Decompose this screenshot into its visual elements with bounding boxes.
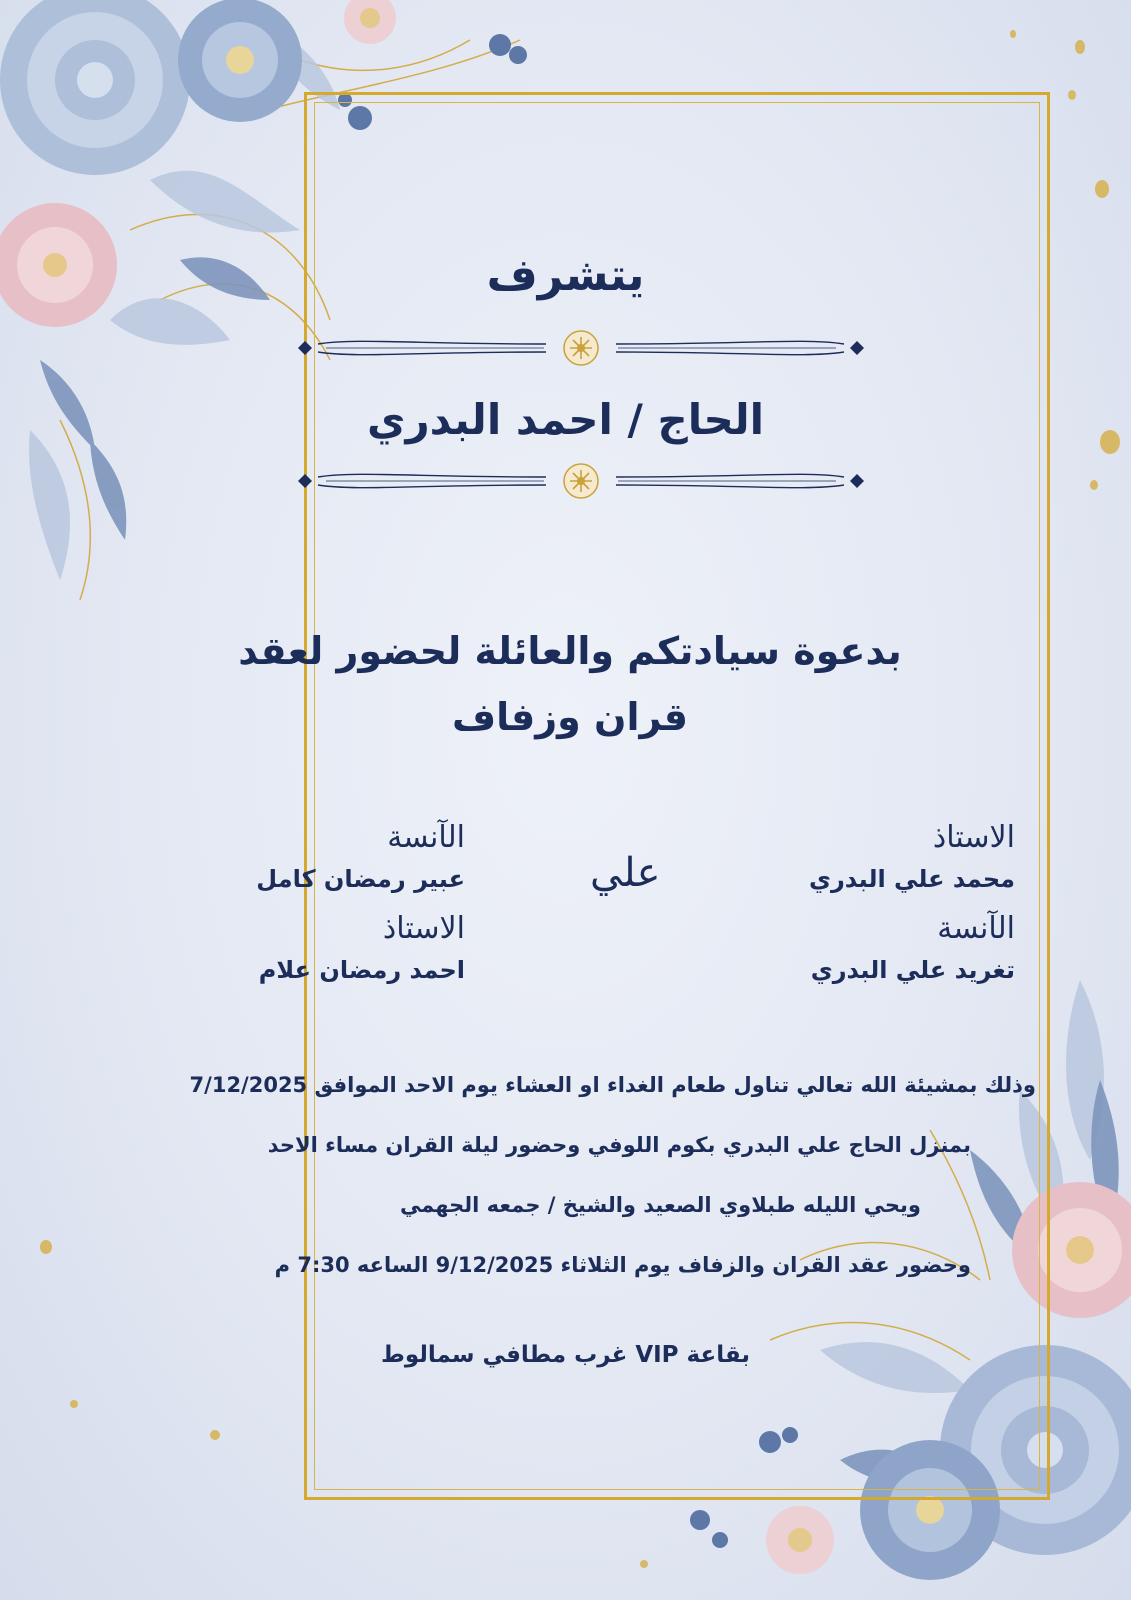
gold-speck — [70, 1400, 78, 1408]
details-line-1: وذلك بمشيئة الله تعالي تناول طعام الغداء او العشاء يوم الاحد الموافق 7/12/2025 — [189, 1073, 1036, 1097]
right-family-column — [755, 820, 1015, 984]
ornament-divider-bottom — [296, 463, 866, 499]
title-miss: الآنسة — [387, 820, 465, 855]
details-line-4: وحضور عقد القران والزفاف يوم الثلاثاء 9/12/2025 الساعه 7:30 م — [274, 1253, 971, 1277]
gold-speck — [40, 1240, 52, 1254]
host-name: الحاج / احمد البدري — [366, 395, 764, 444]
person-name: تغريد علي البدري — [810, 956, 1015, 984]
gold-speck — [1010, 30, 1016, 38]
gold-speck — [1075, 40, 1085, 54]
venue-text: بقاعة VIP غرب مطافي سمالوط — [380, 1342, 751, 1368]
heading-text: يتشرف — [486, 250, 645, 301]
gold-speck — [210, 1430, 220, 1440]
title-miss: الآنسة — [937, 911, 1015, 946]
gold-speck — [1095, 180, 1109, 198]
ornament-divider-top — [296, 330, 866, 366]
details-line-3: ويحي الليله طبلاوي الصعيد والشيخ / جمعه الجهمي — [399, 1193, 921, 1217]
title-mr: الاستاذ — [932, 820, 1015, 855]
left-family-column — [205, 820, 465, 984]
person-name: احمد رمضان علام — [258, 956, 465, 984]
gold-speck — [1090, 480, 1098, 490]
person-name: عبير رمضان كامل — [256, 865, 465, 893]
details-line-2: بمنزل الحاج علي البدري بكوم اللوفي وحضور ليلة القران مساء الاحد — [267, 1133, 971, 1157]
center-calligraphy-name: علي — [590, 850, 661, 896]
invitation-text: بدعوة سيادتكم والعائلة لحضور لعقد قران وزفاف — [238, 629, 902, 739]
title-mr: الاستاذ — [382, 911, 465, 946]
person-name: محمد علي البدري — [808, 865, 1015, 893]
gold-frame-inner — [314, 102, 1040, 1490]
gold-speck — [1068, 90, 1076, 100]
